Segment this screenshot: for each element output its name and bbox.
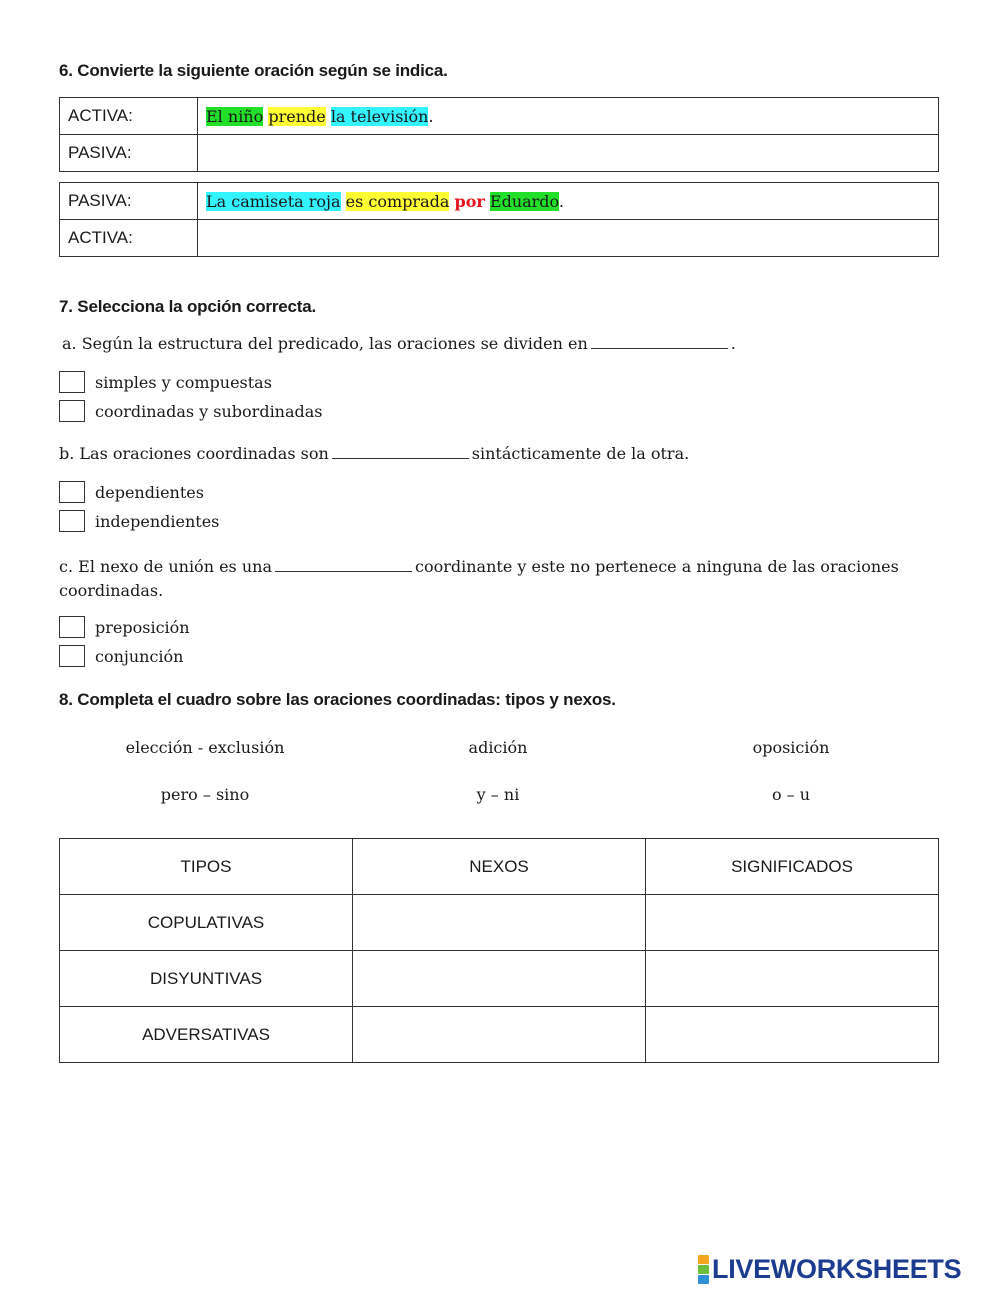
agent-highlight: Eduardo xyxy=(489,191,559,211)
header-nexos: NEXOS xyxy=(353,839,646,895)
option-label: simples y compuestas xyxy=(95,372,272,392)
table-row xyxy=(60,135,939,172)
subject-highlight: La camiseta roja xyxy=(206,191,341,211)
significado-drop-cell[interactable] xyxy=(646,895,939,951)
word-bank-meaning[interactable]: oposición xyxy=(752,738,830,757)
checkbox[interactable] xyxy=(59,510,85,532)
table-header-row xyxy=(60,839,939,895)
q7a-end: . xyxy=(730,334,736,353)
word-bank-connector[interactable]: y – ni xyxy=(476,785,520,804)
table-row xyxy=(60,951,939,1007)
types-table xyxy=(59,838,939,1063)
blank-line xyxy=(591,334,728,349)
conversion-table-passive xyxy=(59,182,939,257)
active-sentence xyxy=(198,98,939,135)
checkbox[interactable] xyxy=(59,481,85,503)
row-label-activa: ACTIVA: xyxy=(60,98,198,135)
verb-highlight: prende xyxy=(268,106,326,126)
option-label: conjunción xyxy=(95,646,184,666)
table-row xyxy=(60,895,939,951)
checkbox[interactable] xyxy=(59,616,85,638)
checkbox[interactable] xyxy=(59,645,85,667)
logo-block-l xyxy=(698,1255,709,1264)
checkbox[interactable] xyxy=(59,400,85,422)
q7-title: 7. Selecciona la opción correcta. xyxy=(59,297,317,316)
header-significados: SIGNIFICADOS xyxy=(646,839,939,895)
nexo-drop-cell[interactable] xyxy=(353,1007,646,1063)
table-row xyxy=(60,1007,939,1063)
option-row xyxy=(59,399,323,423)
object-highlight: la televisión xyxy=(330,106,429,126)
q7c-line2: coordinadas. xyxy=(59,581,164,600)
option-row xyxy=(59,615,190,639)
blank-line xyxy=(275,557,412,572)
verb-highlight: es comprada xyxy=(345,191,450,211)
q7b-question xyxy=(59,444,689,463)
significado-drop-cell[interactable] xyxy=(646,951,939,1007)
passive-sentence xyxy=(198,183,939,220)
row-label-pasiva: PASIVA: xyxy=(60,135,198,172)
q7a-text: a. Según la estructura del predicado, las oraciones se dividen en xyxy=(62,334,588,353)
option-row xyxy=(59,509,219,533)
option-label: independientes xyxy=(95,511,220,531)
option-label: dependientes xyxy=(95,482,204,502)
option-label: coordinadas y subordinadas xyxy=(95,401,323,421)
q7c-text: c. El nexo de unión es una xyxy=(59,557,272,576)
logo-mark-icon xyxy=(698,1255,709,1284)
row-label-pasiva: PASIVA: xyxy=(60,183,198,220)
q7c-question xyxy=(59,555,949,603)
period: . xyxy=(428,106,434,126)
q8-title: 8. Completa el cuadro sobre las oraciones coordinadas: tipos y nexos. xyxy=(59,690,616,709)
word-bank-connector[interactable]: o – u xyxy=(771,785,811,804)
nexo-drop-cell[interactable] xyxy=(353,895,646,951)
checkbox[interactable] xyxy=(59,371,85,393)
liveworksheets-logo xyxy=(698,1254,961,1285)
type-label: DISYUNTIVAS xyxy=(60,951,353,1007)
logo-block-w xyxy=(698,1265,709,1274)
subject-highlight: El niño xyxy=(206,106,264,126)
word-bank-meaning[interactable]: elección - exclusión xyxy=(125,738,285,757)
word-bank-meaning[interactable]: adición xyxy=(468,738,528,757)
type-label: ADVERSATIVAS xyxy=(60,1007,353,1063)
q7b-text: b. Las oraciones coordinadas son xyxy=(59,444,329,463)
answer-field-activa[interactable] xyxy=(198,220,939,257)
blank-line xyxy=(332,444,469,459)
logo-text: LIVEWORKSHEETS xyxy=(712,1254,962,1284)
header-tipos: TIPOS xyxy=(60,839,353,895)
option-label: preposición xyxy=(95,617,190,637)
preposition-por: por xyxy=(454,191,485,211)
q7b-end: sintácticamente de la otra. xyxy=(471,444,690,463)
q7c-end: coordinante y este no pertenece a ninguna de las oraciones xyxy=(415,557,899,576)
nexo-drop-cell[interactable] xyxy=(353,951,646,1007)
conversion-table-active xyxy=(59,97,939,172)
period: . xyxy=(558,191,564,211)
type-label: COPULATIVAS xyxy=(60,895,353,951)
row-label-activa: ACTIVA: xyxy=(60,220,198,257)
significado-drop-cell[interactable] xyxy=(646,1007,939,1063)
option-row xyxy=(59,644,183,668)
option-row xyxy=(59,480,204,504)
table-row xyxy=(60,183,939,220)
logo-block-s xyxy=(698,1275,709,1284)
option-row xyxy=(59,370,272,394)
table-row xyxy=(60,220,939,257)
q6-title: 6. Convierte la siguiente oración según se indica. xyxy=(59,61,448,80)
q7a-question xyxy=(62,334,736,353)
answer-field-pasiva[interactable] xyxy=(198,135,939,172)
word-bank-connector[interactable]: pero – sino xyxy=(160,785,250,804)
table-row xyxy=(60,98,939,135)
